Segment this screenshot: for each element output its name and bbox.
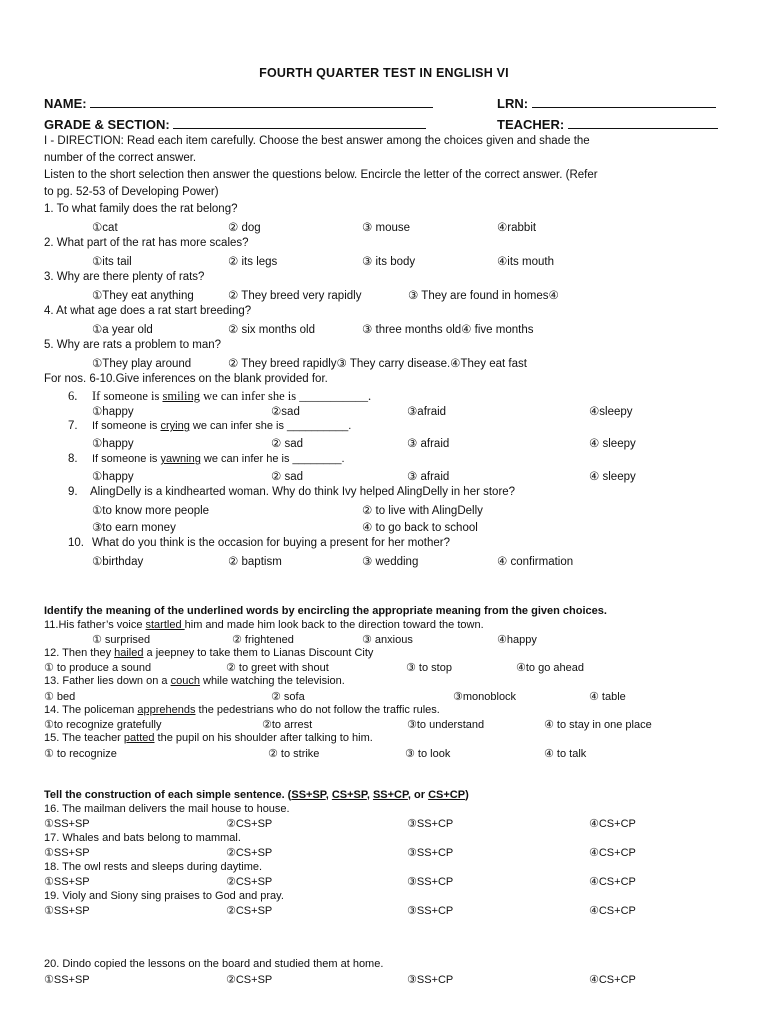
q7-choice-4[interactable]: ④ sleepy: [589, 438, 636, 450]
question-8: [92, 453, 345, 465]
q6-choice-3[interactable]: ③afraid: [407, 406, 447, 418]
q16-choice-1[interactable]: ①SS+SP: [44, 818, 90, 830]
q13-choice-3[interactable]: ③monoblock: [453, 691, 517, 703]
q4-choice-1[interactable]: ①a year old: [92, 324, 153, 336]
q8-underlined-word: yawning: [160, 453, 201, 465]
sep-3: , or: [407, 789, 429, 801]
sep-2: ,: [366, 789, 373, 801]
option-ss-sp: SS+SP: [291, 789, 326, 801]
q17-choice-2[interactable]: ②CS+SP: [226, 847, 273, 859]
construction-instruction: [44, 789, 469, 801]
lrn-label: LRN:: [497, 96, 529, 111]
q3-choice-3-4[interactable]: ③ They are found in homes④: [408, 290, 559, 302]
question-12: [44, 647, 373, 659]
q16-choice-2[interactable]: ②CS+SP: [226, 818, 273, 830]
q18-choice-1[interactable]: ①SS+SP: [44, 876, 90, 888]
q5-choice-1[interactable]: ①They play around: [92, 358, 192, 370]
grade-section-field[interactable]: [44, 116, 426, 132]
q13-choice-1[interactable]: ① bed: [44, 691, 76, 703]
question-2: 2. What part of the rat has more scales?: [44, 237, 249, 249]
q7-choice-3[interactable]: ③ afraid: [407, 438, 450, 450]
q13-choice-4[interactable]: ④ table: [589, 691, 626, 703]
q16-choice-3[interactable]: ③SS+CP: [407, 818, 454, 830]
q14-underlined-word: apprehends: [137, 704, 196, 716]
grade-section-blank[interactable]: [173, 116, 426, 129]
question-19: 19. Violy and Siony sing praises to God and pray.: [44, 890, 284, 902]
inference-instruction: For nos. 6-10.Give inferences on the blank provided for.: [44, 373, 328, 385]
q19-choice-3[interactable]: ③SS+CP: [407, 905, 454, 917]
question-5: 5. Why are rats a problem to man?: [44, 339, 222, 351]
q19-choice-4[interactable]: ④CS+CP: [589, 905, 636, 917]
q6-underlined-word: smiling: [162, 389, 200, 403]
page-title: FOURTH QUARTER TEST IN ENGLISH VI: [259, 66, 509, 80]
q15-choice-4[interactable]: ④ to talk: [544, 748, 587, 760]
q12-underlined-word: hailed: [114, 647, 144, 659]
lrn-field[interactable]: [497, 95, 716, 111]
question-16: 16. The mailman delivers the mail house to house.: [44, 803, 290, 815]
q12-choice-4[interactable]: ④to go ahead: [516, 662, 584, 674]
question-6: [92, 389, 371, 404]
q3-choice-1[interactable]: ①They eat anything: [92, 290, 194, 302]
q17-choice-1[interactable]: ①SS+SP: [44, 847, 90, 859]
q16-choice-4[interactable]: ④CS+CP: [589, 818, 636, 830]
q9-choice-4[interactable]: ④ to go back to school: [362, 522, 478, 534]
question-10: What do you think is the occasion for buying a present for her mother?: [92, 537, 450, 549]
q14-choice-3[interactable]: ③to understand: [407, 719, 485, 731]
q14-choice-4[interactable]: ④ to stay in one place: [544, 719, 652, 731]
construction-instruction-text: Tell the construction of each simple sentence. (: [44, 789, 292, 801]
q12-text-post: a jeepney to take them to Lianas Discount City: [143, 647, 374, 659]
q11-choice-1[interactable]: ① surprised: [92, 634, 151, 646]
sep-1: ,: [325, 789, 332, 801]
q9-number: 9.: [68, 486, 78, 498]
q7-number: 7.: [68, 420, 78, 432]
q8-text-post: we can infer he is ________.: [200, 453, 345, 465]
option-cs-cp: CS+CP: [428, 789, 466, 801]
question-7: [92, 420, 351, 432]
q19-choice-1[interactable]: ①SS+SP: [44, 905, 90, 917]
q11-underlined-word: startled: [145, 619, 185, 631]
q7-choice-1[interactable]: ①happy: [92, 438, 134, 450]
q2-choice-3[interactable]: ③ its body: [362, 256, 416, 268]
q4-choice-3-4[interactable]: ③ three months old④ five months: [362, 324, 534, 336]
direction-line-2: number of the correct answer.: [44, 152, 197, 164]
q20-choice-2[interactable]: ②CS+SP: [226, 974, 273, 986]
question-20: 20. Dindo copied the lessons on the board and studied them at home.: [44, 958, 384, 970]
q6-choice-4[interactable]: ④sleepy: [589, 406, 633, 418]
question-18: 18. The owl rests and sleeps during daytime.: [44, 861, 263, 873]
q13-choice-2[interactable]: ② sofa: [271, 691, 305, 703]
q6-choice-1[interactable]: ①happy: [92, 406, 134, 418]
q1-choice-2[interactable]: ② dog: [228, 222, 261, 234]
q9-choice-1[interactable]: ①to know more people: [92, 505, 210, 517]
q14-text-pre: 14. The policeman: [44, 704, 138, 716]
q5-choice-2-4[interactable]: ② They breed rapidly③ They carry disease.④They eat fast: [228, 358, 527, 370]
q8-text-pre: If someone is: [92, 453, 161, 465]
q15-underlined-word: patted: [123, 732, 155, 744]
q13-text-pre: 13. Father lies down on a: [44, 675, 171, 687]
q18-choice-2[interactable]: ②CS+SP: [226, 876, 273, 888]
teacher-field[interactable]: [497, 116, 718, 132]
close-paren: ): [465, 789, 469, 801]
q14-text-post: the pedestrians who do not follow the traffic rules.: [195, 704, 440, 716]
listen-line-2: to pg. 52-53 of Developing Power): [44, 186, 219, 198]
q14-choice-1[interactable]: ①to recognize gratefully: [44, 719, 162, 731]
q1-choice-3[interactable]: ③ mouse: [362, 222, 411, 234]
q10-choice-2[interactable]: ② baptism: [228, 556, 282, 568]
q11-text-pre: 11.His father’s voice: [44, 619, 146, 631]
q13-underlined-word: couch: [170, 675, 200, 687]
q15-choice-2[interactable]: ② to strike: [268, 748, 320, 760]
q15-choice-1[interactable]: ① to recognize: [44, 748, 117, 760]
q11-choice-4[interactable]: ④happy: [497, 634, 537, 646]
question-1: 1. To what family does the rat belong?: [44, 203, 238, 215]
q18-choice-3[interactable]: ③SS+CP: [407, 876, 454, 888]
q8-choice-2[interactable]: ② sad: [271, 471, 304, 483]
q12-choice-3[interactable]: ③ to stop: [406, 662, 452, 674]
teacher-label: TEACHER:: [497, 117, 565, 132]
q11-text-post: him and made him look back to the direction toward the town.: [184, 619, 484, 631]
q13-text-post: while watching the television.: [199, 675, 345, 687]
question-11: [44, 619, 484, 631]
q19-choice-2[interactable]: ②CS+SP: [226, 905, 273, 917]
question-13: [44, 675, 345, 687]
q7-text-post: we can infer she is __________.: [189, 420, 352, 432]
q12-choice-2[interactable]: ② to greet with shout: [226, 662, 329, 674]
q6-number: 6.: [68, 389, 78, 403]
q7-text-pre: If someone is: [92, 420, 161, 432]
q20-choice-3[interactable]: ③SS+CP: [407, 974, 454, 986]
q15-text-post: the pupil on his shoulder after talking to him.: [154, 732, 373, 744]
name-label: NAME:: [44, 96, 87, 111]
q6-choice-2[interactable]: ②sad: [271, 406, 300, 418]
q2-choice-2[interactable]: ② its legs: [228, 256, 278, 268]
q8-number: 8.: [68, 453, 78, 465]
question-4: 4. At what age does a rat start breeding?: [44, 305, 252, 317]
q2-choice-4[interactable]: ④its mouth: [497, 256, 554, 268]
vocabulary-instruction: Identify the meaning of the underlined words by encircling the appropriate meaning from the given choices.: [44, 605, 607, 617]
listen-line-1: Listen to the short selection then answer the questions below. Encircle the letter of the correct answer. (Refer: [44, 169, 598, 181]
option-cs-sp: CS+SP: [331, 789, 367, 801]
q1-choice-1[interactable]: ①cat: [92, 222, 118, 234]
q10-choice-4[interactable]: ④ confirmation: [497, 556, 574, 568]
q10-choice-1[interactable]: ①birthday: [92, 556, 144, 568]
question-17: 17. Whales and bats belong to mammal.: [44, 832, 241, 844]
direction-line-1: I - DIRECTION: Read each item carefully. Choose the best answer among the choices given and shade the: [44, 135, 590, 147]
q15-choice-3[interactable]: ③ to look: [405, 748, 451, 760]
q15-text-pre: 15. The teacher: [44, 732, 124, 744]
q14-choice-2[interactable]: ②to arrest: [262, 719, 313, 731]
q4-choice-2[interactable]: ② six months old: [228, 324, 316, 336]
q1-choice-4[interactable]: ④rabbit: [497, 222, 537, 234]
q6-text-pre: If someone is: [92, 389, 163, 403]
q9-choice-2[interactable]: ② to live with AlingDelly: [362, 505, 483, 517]
option-ss-cp: SS+CP: [372, 789, 408, 801]
question-9: AlingDelly is a kindhearted woman. Why do think Ivy helped AlingDelly in her store?: [90, 486, 516, 498]
q10-choice-3[interactable]: ③ wedding: [362, 556, 419, 568]
q7-underlined-word: crying: [160, 420, 190, 432]
q11-choice-2[interactable]: ② frightened: [232, 634, 294, 646]
q17-choice-3[interactable]: ③SS+CP: [407, 847, 454, 859]
lrn-blank[interactable]: [532, 95, 716, 108]
q9-choice-3[interactable]: ③to earn money: [92, 522, 176, 534]
teacher-blank[interactable]: [568, 116, 718, 129]
q12-text-pre: 12. Then they: [44, 647, 115, 659]
q8-choice-1[interactable]: ①happy: [92, 471, 134, 483]
name-field[interactable]: [44, 95, 433, 111]
q20-choice-1[interactable]: ①SS+SP: [44, 974, 90, 986]
question-3: 3. Why are there plenty of rats?: [44, 271, 205, 283]
q7-choice-2[interactable]: ② sad: [271, 438, 304, 450]
q3-choice-2[interactable]: ② They breed very rapidly: [228, 290, 362, 302]
q17-choice-4[interactable]: ④CS+CP: [589, 847, 636, 859]
question-15: [44, 732, 373, 744]
grade-section-label: GRADE & SECTION:: [44, 117, 170, 132]
q2-choice-1[interactable]: ①its tail: [92, 256, 132, 268]
q6-text-post: we can infer she is ___________.: [200, 389, 372, 403]
name-blank[interactable]: [90, 95, 433, 108]
q11-choice-3[interactable]: ③ anxious: [362, 634, 413, 646]
q20-choice-4[interactable]: ④CS+CP: [589, 974, 636, 986]
q8-choice-3[interactable]: ③ afraid: [407, 471, 450, 483]
q18-choice-4[interactable]: ④CS+CP: [589, 876, 636, 888]
question-14: [44, 704, 440, 716]
q8-choice-4[interactable]: ④ sleepy: [589, 471, 636, 483]
q10-number: 10.: [68, 537, 84, 549]
q12-choice-1[interactable]: ① to produce a sound: [44, 662, 152, 674]
